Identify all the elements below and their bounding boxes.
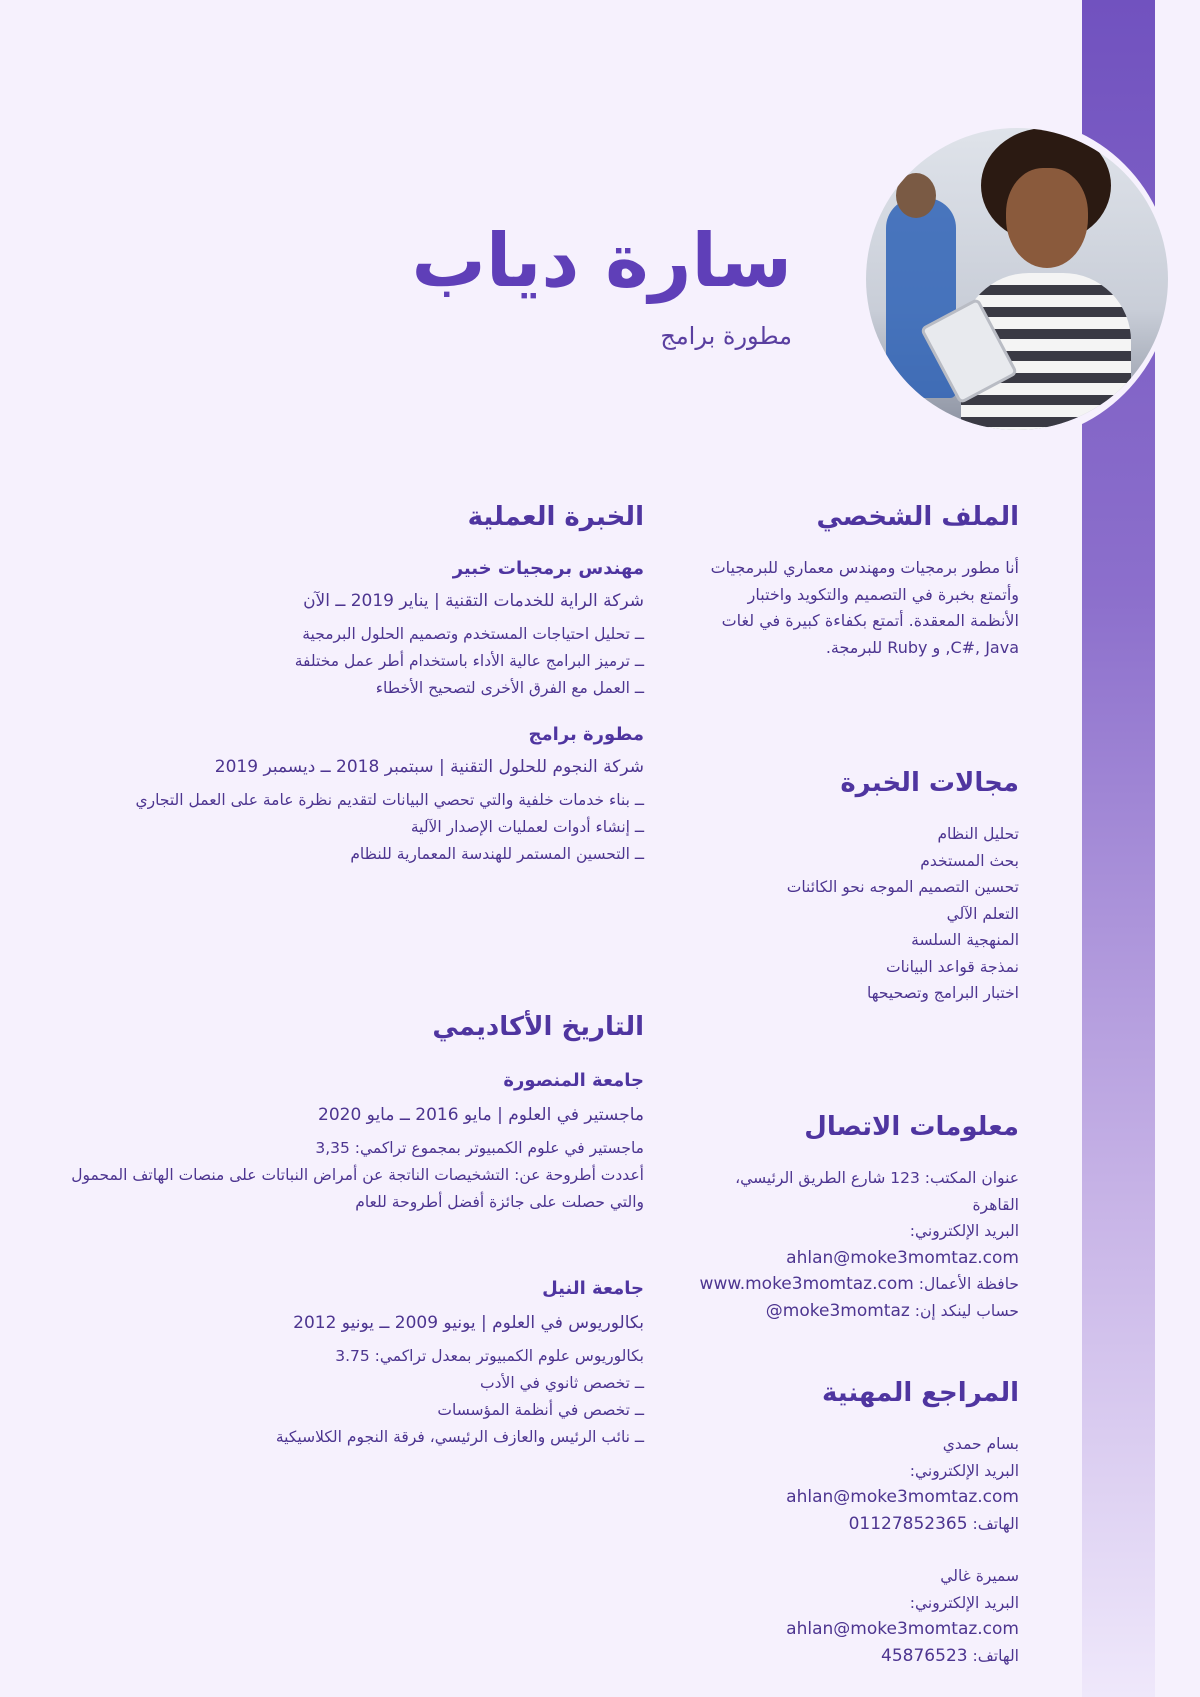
school-line: أعددت أطروحة عن: التشخيصات الناتجة عن أمراض النباتات على منصات الهاتف المحمول xyxy=(71,1166,644,1184)
reference-email[interactable]: ahlan@moke3momtaz.com xyxy=(786,1487,1019,1507)
profile-text xyxy=(709,555,1019,661)
job-entry xyxy=(44,558,644,702)
skill-item: اختبار البرامج وتصحيحها xyxy=(867,984,1019,1002)
job-bullet: ــ التحسين المستمر للهندسة المعمارية للنظام xyxy=(350,845,644,863)
contact-heading: معلومات الاتصال xyxy=(804,1112,1019,1142)
job-meta: شركة النجوم للحلول التقنية | سبتمبر 2018 ــ ديسمبر 2019 xyxy=(214,757,644,777)
school-entry xyxy=(44,1278,644,1451)
school-meta: بكالوريوس في العلوم | يونيو 2009 ــ يونيو 2012 xyxy=(293,1313,644,1333)
education-heading: التاريخ الأكاديمي xyxy=(432,1012,644,1042)
portfolio-link[interactable]: www.moke3momtaz.com xyxy=(699,1274,914,1294)
job-entry xyxy=(44,724,644,868)
reference-phone-label: الهاتف: xyxy=(972,1646,1019,1665)
address-label: عنوان المكتب: xyxy=(924,1169,1019,1187)
references-heading: المراجع المهنية xyxy=(821,1378,1019,1408)
reference-phone-value: 01127852365 xyxy=(848,1513,968,1534)
profile-photo xyxy=(866,128,1168,430)
profile-section xyxy=(709,502,1019,661)
skills-heading: مجالات الخبرة xyxy=(840,768,1019,798)
skill-item: تحليل النظام xyxy=(937,825,1019,843)
school-entry xyxy=(44,1070,644,1216)
school-title: جامعة المنصورة xyxy=(503,1070,644,1091)
skills-section xyxy=(709,768,1019,1007)
reference-email[interactable]: ahlan@moke3momtaz.com xyxy=(786,1619,1019,1639)
reference-phone xyxy=(709,1511,1019,1538)
profile-line: الأنظمة المعقدة. أتمتع بكفاءة كبيرة في لغات xyxy=(721,611,1019,630)
person-job-title: مطورة برامج xyxy=(660,322,792,350)
profile-line: C#, Java, و Ruby للبرمجة. xyxy=(825,637,1019,657)
profile-line: وأتمتع بخبرة في التصميم والتكويد واختبار xyxy=(747,584,1019,604)
reference-phone xyxy=(709,1643,1019,1670)
linkedin-label: حساب لينكد إن: xyxy=(914,1301,1019,1320)
skill-item: نمذجة قواعد البيانات xyxy=(886,957,1019,976)
reference-name: بسام حمدي xyxy=(942,1435,1019,1453)
school-line: ــ تخصص في أنظمة المؤسسات xyxy=(437,1401,644,1419)
person-name: سارة دياب xyxy=(411,218,792,304)
references-section xyxy=(709,1378,1019,1669)
contact-address xyxy=(709,1165,1019,1192)
skill-item: التعلم الآلي xyxy=(946,904,1019,923)
skill-item: تحسين التصميم الموجه نحو الكائنات xyxy=(786,878,1019,896)
profile-line: أنا مطور برمجيات ومهندس معماري للبرمجيات xyxy=(710,558,1019,577)
reference-phone-value: 45876523 xyxy=(881,1645,968,1666)
reference-email-label: البريد الإلكتروني: xyxy=(909,1593,1019,1612)
job-bullet: ــ ترميز البرامج عالية الأداء باستخدام أطر عمل مختلفة xyxy=(294,652,644,670)
reference-phone-label: الهاتف: xyxy=(972,1514,1019,1533)
reference-email-label: البريد الإلكتروني: xyxy=(909,1461,1019,1480)
school-line: ــ نائب الرئيس والعازف الرئيسي، فرقة النجوم الكلاسيكية xyxy=(275,1428,644,1446)
reference-name: سميرة غالي xyxy=(940,1567,1019,1585)
school-line: ماجستير في علوم الكمبيوتر بمجموع تراكمي: 3,35 xyxy=(315,1139,644,1157)
contact-portfolio xyxy=(699,1271,1019,1298)
job-title: مهندس برمجيات خبير xyxy=(452,558,644,579)
skill-item: المنهجية السلسة xyxy=(911,931,1019,949)
school-line: بكالوريوس علوم الكمبيوتر بمعدل تراكمي: 3.75 xyxy=(335,1347,644,1365)
linkedin-link[interactable]: @moke3momtaz xyxy=(765,1300,910,1321)
job-bullet: ــ إنشاء أدوات لعمليات الإصدار الآلية xyxy=(410,818,644,836)
email-label: البريد الإلكتروني: xyxy=(909,1222,1019,1240)
experience-heading: الخبرة العملية xyxy=(467,502,644,532)
job-title: مطورة برامج xyxy=(528,724,644,745)
school-title: جامعة النيل xyxy=(542,1278,644,1299)
email-link[interactable]: ahlan@moke3momtaz.com xyxy=(786,1247,1019,1268)
education-section xyxy=(44,1012,644,1451)
job-meta: شركة الراية للخدمات التقنية | يناير 2019 ــ الآن xyxy=(303,591,644,611)
contact-section xyxy=(699,1112,1019,1324)
experience-section xyxy=(44,502,644,868)
school-meta: ماجستير في العلوم | مايو 2016 ــ مايو 2020 xyxy=(318,1105,644,1125)
address-value: 123 شارع الطريق الرئيسي، xyxy=(735,1169,920,1187)
job-bullet: ــ بناء خدمات خلفية والتي تحصي البيانات لتقديم نظرة عامة على العمل التجاري xyxy=(135,791,644,809)
portfolio-label: حافظة الأعمال: xyxy=(918,1275,1019,1293)
school-line: ــ تخصص ثانوي في الأدب xyxy=(480,1374,644,1392)
reference-entry xyxy=(709,1431,1019,1537)
school-line: والتي حصلت على جائزة أفضل أطروحة للعام xyxy=(355,1193,644,1211)
profile-heading: الملف الشخصي xyxy=(816,502,1019,532)
job-bullet: ــ تحليل احتياجات المستخدم وتصميم الحلول البرمجية xyxy=(302,625,644,643)
address-city: القاهرة xyxy=(972,1195,1019,1214)
job-bullet: ــ العمل مع الفرق الأخرى لتصحيح الأخطاء xyxy=(375,679,644,697)
reference-entry xyxy=(709,1563,1019,1669)
contact-linkedin xyxy=(709,1298,1019,1325)
skill-item: بحث المستخدم xyxy=(920,851,1019,870)
